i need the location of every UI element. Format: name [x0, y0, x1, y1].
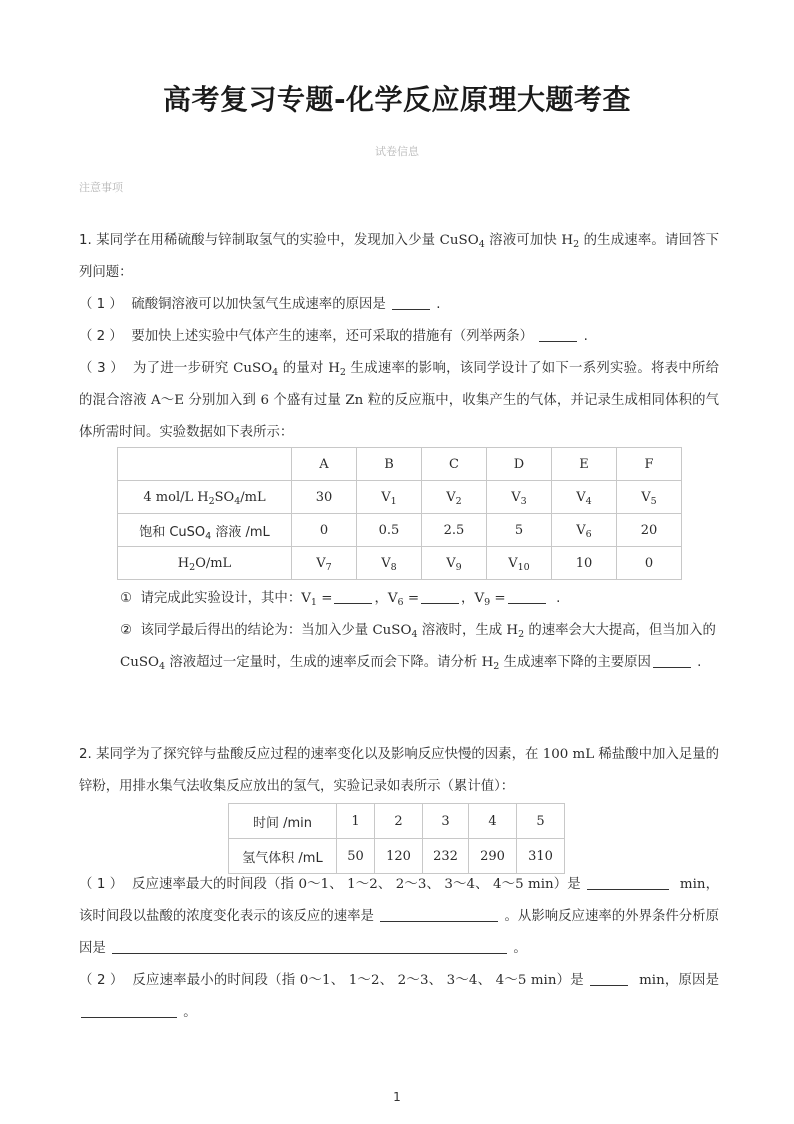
row-label-cuso4: 饱和 CuSO$_4$ 溶液 /mL	[118, 514, 292, 547]
table-cell: $V_4$	[552, 481, 617, 514]
table-cell: 3	[423, 804, 469, 839]
table-cell: $V_6$	[552, 514, 617, 547]
zn-formula: Zn	[345, 393, 364, 408]
answer-blank[interactable]	[392, 295, 430, 310]
row-label-h2so4: 4 mol/L $H_2SO_4/mL$	[118, 481, 292, 514]
q1-part2: （ 2 ） 要加快上述实验中气体产生的速率，还可采取的措施有（列举两条） .	[79, 329, 588, 344]
part-text: 硫酸铜溶液可以加快氢气生成速率的原因是	[131, 297, 386, 312]
table-header-cell: B	[357, 448, 422, 481]
table-cell: 5	[517, 804, 565, 839]
table-cell: 0	[617, 547, 682, 580]
part-label: （ 2 ）	[79, 973, 124, 988]
q2-stem: 2. 某同学为了探究锌与盐酸反应过程的速率变化以及影响反应快慢的因素，在 100 mL 稀盐酸中加入足量的锌粉，用排水集气法收集反应放出的氢气，实验记录如表所示（累计值）：	[79, 747, 720, 794]
table-cell: 2	[375, 804, 423, 839]
table-cell: $V_2$	[422, 481, 487, 514]
q1-stem	[79, 225, 719, 289]
q1-stem-text: 某同学在用稀硫酸与锌制取氢气的实验中，发现加入少量	[96, 233, 436, 248]
table-corner-cell	[118, 448, 292, 481]
row-label-time: 时间 /min	[229, 804, 337, 839]
answer-blank-slowest-interval[interactable]	[590, 971, 628, 986]
table-header-cell: C	[422, 448, 487, 481]
h2-formula: $H_2$	[328, 361, 346, 378]
answer-blank-v1[interactable]	[334, 589, 372, 604]
table-cell: $V_{10}$	[487, 547, 552, 580]
q1-part1: （ 1 ） 硫酸铜溶液可以加快氢气生成速率的原因是 .	[79, 297, 441, 312]
part-text: 为了进一步研究	[132, 361, 229, 376]
part-label: （ 3 ）	[79, 361, 124, 376]
q2-part2: （ 2 ） 反应速率最小的时间段（指 0～1、 1～2、 2～3、 3～4、 4～5 min）是 min，原因是 。	[79, 973, 720, 1020]
q1-number: 1.	[79, 233, 92, 248]
table-row	[118, 481, 682, 514]
q2-part1: （ 1 ） 反应速率最大的时间段（指 0～1、 1～2、 2～3、 3～4、 4～5 min）是 min，该时间段以盐酸的浓度变化表示的该反应的速率是 。从影响反应速率的外界条件分析原因是 。	[79, 877, 720, 956]
table-cell: $V_9$	[422, 547, 487, 580]
table-cell: 5	[487, 514, 552, 547]
table-cell: 310	[517, 839, 565, 874]
answer-blank-v9[interactable]	[508, 589, 546, 604]
interval-list: 0～1、 1～2、 2～3、 3～4、 4～5 min	[298, 877, 554, 892]
row-label-h2o: $H_2O/mL$	[118, 547, 292, 580]
experiment-table	[117, 447, 682, 580]
table-cell: $V_8$	[357, 547, 422, 580]
table-header-cell: A	[292, 448, 357, 481]
table-cell: $V_5$	[617, 481, 682, 514]
circle-one-marker: ①	[120, 591, 133, 606]
table-cell: 232	[423, 839, 469, 874]
page-number: 1	[393, 1090, 401, 1104]
table-cell: 290	[469, 839, 517, 874]
answer-blank-reason[interactable]	[112, 939, 507, 954]
q1-stem-text: 溶液可加快	[489, 233, 557, 248]
part-label: （ 1 ）	[79, 877, 124, 892]
table-cell: 0	[292, 514, 357, 547]
cuso4-formula: CuSO$_4$	[439, 233, 485, 250]
notice-label: 注意事项	[79, 181, 123, 194]
table-row	[229, 804, 565, 839]
hydrogen-volume-table	[228, 803, 565, 874]
answer-blank[interactable]	[539, 327, 577, 342]
table-cell: $V_3$	[487, 481, 552, 514]
table-cell: 30	[292, 481, 357, 514]
table-cell: 0.5	[357, 514, 422, 547]
table-cell: 4	[469, 804, 517, 839]
table-cell: 1	[337, 804, 375, 839]
cuso4-formula: CuSO$_4$	[233, 361, 279, 378]
q1-sub1: ① 请完成此实验设计，其中：$V_1$ = ，$V_6$ = ，$V_9$ = .	[120, 591, 561, 608]
answer-blank-v6[interactable]	[421, 589, 459, 604]
table-header-cell: E	[552, 448, 617, 481]
q2-number: 2.	[79, 747, 92, 762]
table-cell: $V_7$	[292, 547, 357, 580]
table-cell: 120	[375, 839, 423, 874]
table-header-cell: F	[617, 448, 682, 481]
answer-blank-fastest-interval[interactable]	[587, 875, 669, 890]
answer-blank-reason[interactable]	[81, 1003, 177, 1018]
table-row	[118, 514, 682, 547]
answer-blank[interactable]	[653, 653, 691, 668]
table-header-cell: D	[487, 448, 552, 481]
table-cell: $V_1$	[357, 481, 422, 514]
row-label-volume: 氢气体积 /mL	[229, 839, 337, 874]
part-text: 要加快上述实验中气体产生的速率，还可采取的措施有（列举两条）	[131, 329, 534, 344]
part-label: （ 1 ）	[79, 297, 123, 312]
table-cell: 20	[617, 514, 682, 547]
table-cell: 50	[337, 839, 375, 874]
range-label: A～E	[150, 393, 185, 408]
volume-value: 100 mL	[542, 747, 595, 762]
circle-two-marker: ②	[120, 623, 133, 638]
q1-part3: （ 3 ） 为了进一步研究 CuSO$_4$ 的量对 $H_2$ 生成速率的影响，该同学设计了如下一系列实验。将表中所给的混合溶液 A～E 分别加入到 6 个盛有过量 Zn 粒的反应瓶中，收集产生的气体，并记录生成相同体积的气体所需时间。实验数据如下表所示：	[79, 361, 720, 440]
table-cell: 2.5	[422, 514, 487, 547]
answer-blank-rate[interactable]	[380, 907, 498, 922]
exam-info-label: 试卷信息	[375, 145, 419, 158]
table-cell: 10	[552, 547, 617, 580]
q1-stem-text: 的生成速率。请回答下列问题：	[79, 233, 720, 280]
table-row	[118, 547, 682, 580]
page-title: 高考复习专题-化学反应原理大题考查	[162, 83, 632, 116]
q1-sub2: ② 该同学最后得出的结论为：当加入少量 CuSO$_4$ 溶液时，生成 $H_2$ 的速率会大大提高，但当加入的 CuSO$_4$ 溶液超过一定量时，生成的速率反而会下降。请分析 $H_2$ 生成速率下降的主要原因 .	[120, 623, 716, 672]
part-label: （ 2 ）	[79, 329, 123, 344]
table-header-row	[118, 448, 682, 481]
h2-formula: $H_2$	[561, 233, 580, 250]
